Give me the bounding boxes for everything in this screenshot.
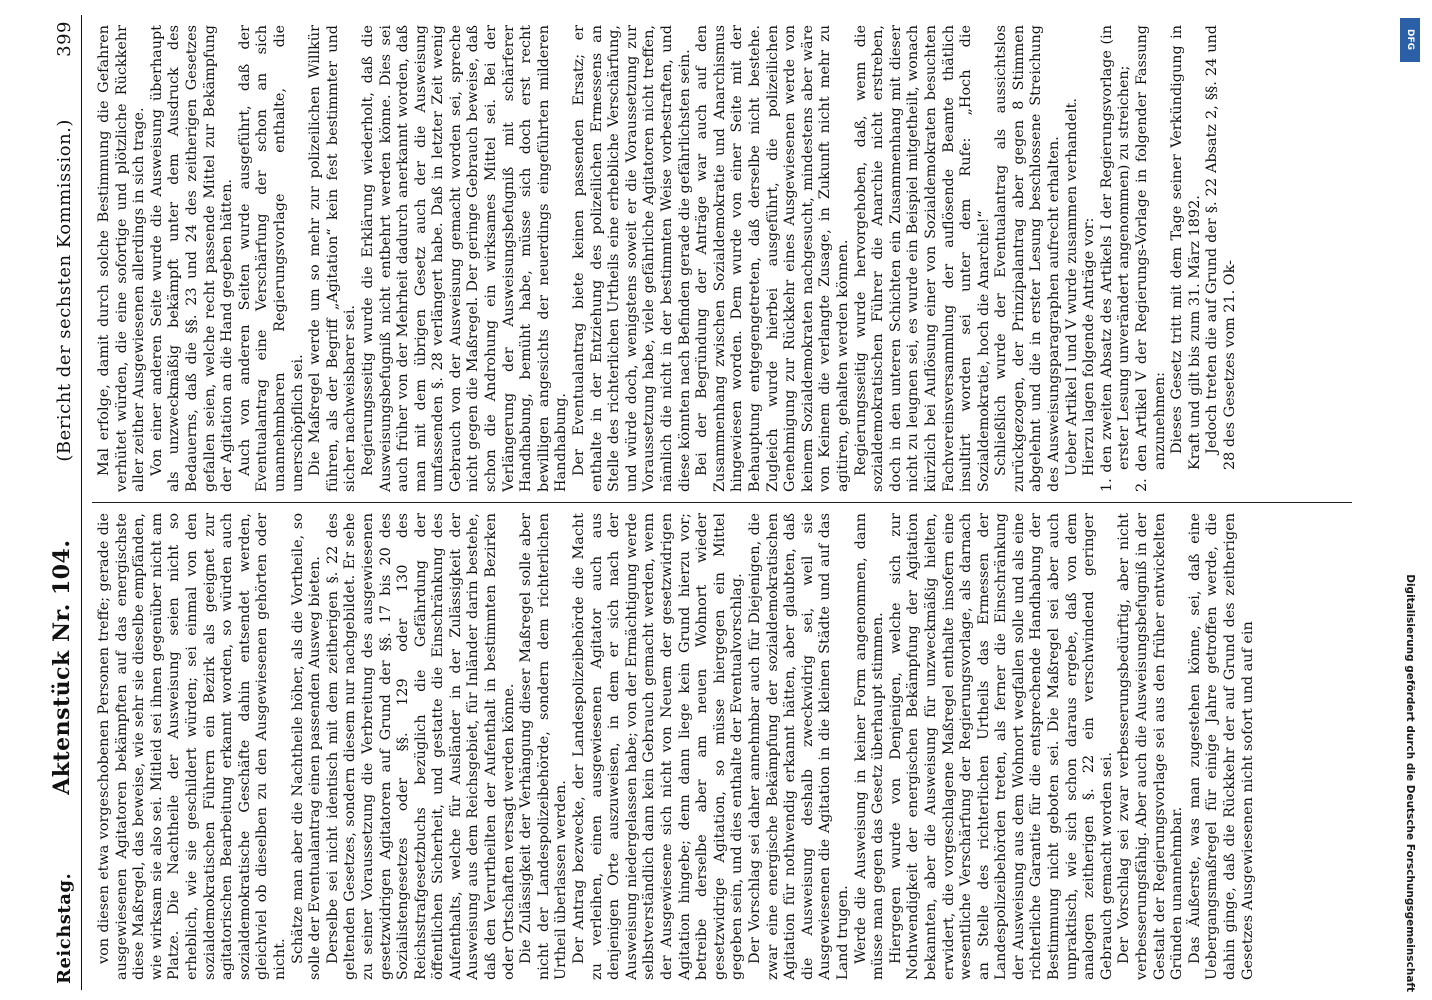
paragraph: Der Eventualantrag biete keinen passenden Ersatz; er enthalte in der Entziehung des polizeilichen Ermessens an Stelle des richterlichen Urtheils eine erhebliche Verschärfung, und würde doch, wenigstens soweit er die Voraussetzung zur Voraussetzung habe, viele gefährliche Agitatoren nicht treffen, nämlich die nicht in der bestimmten Weise vorbestraften, und diese könnten nach Befinden gerade die gefährlichsten sein.: [571, 25, 693, 492]
list-item: 2. den Artikel V der Regierungs-Vorlage in folgender Fassung anzunehmen:: [1134, 25, 1168, 492]
paragraph: Hierzu lagen folgende Anträge vor:: [1081, 217, 1098, 476]
text-columns: [92, 15, 1352, 990]
paragraph: Schließlich wurde der Eventualantrag als aussichtslos zurückgezogen, der Prinzipalantrag aber gegen 8 Stimmen abgelehnt und die in erster Lesung beschlossene Streichung des Ausweisungsparagraphen aufrecht erhalten.: [993, 25, 1063, 492]
list-item: 1. den zweiten Absatz des Artikels I der Regierungsvorlage (in erster Lesung unverändert angenommen) zu streichen;: [1098, 25, 1133, 492]
rotated-page-content: [22, 15, 1362, 990]
paragraph: Hiergegen wurde von Denjenigen, welche sich zur Nothwendigkeit der energischen Bekämpfung der Agitation bekannten, aber die Ausweisung für unzweckmäßig hielten, erwidert, die vorgeschlagene Maßregel enthalte insofern eine wesentliche Verschärfung der Regierungsvorlage, als darnach an Stelle des richterlichen Urtheils das Ermessen der Landespolizeibehörden treten, als ferner die Einschränkung der Ausweisung aus dem Wohnort wegfallen solle und als eine richterliche Garantie für die entsprechende Handhabung der Bestimmung nicht geboten sei. Die Maßregel sei aber auch unpraktisch, wie sich schon daraus ergebe, daß von dem analogen zeitherigen §. 22 ein verschwindend geringer Gebrauch gemacht worden sei.: [887, 513, 1115, 980]
dfg-stamp: [1396, 10, 1424, 1000]
paragraph: Der Vorschlag sei zwar verbesserungsbedürftig, aber nicht verbesserungsfähig. Aber auch die Ausweisungsbefugniß in der Gestalt der Regierungsvorlage sei aus den früher entwickelten Gründen unannehmbar.: [1116, 513, 1186, 980]
paragraph: Das Äußerste, was man zugestehen könne, sei, daß eine Uebergangsmaßregel für einige Jahre getroffen werde, die dahin ginge, daß die Rückkehr der auf Grund des zeitherigen Gesetzes Ausgewiesenen nicht sofort und auf ein: [1186, 513, 1256, 980]
header-right: [54, 21, 75, 462]
column-right: [92, 15, 1352, 503]
paragraph: Mal erfolge, damit durch solche Bestimmung die Gefahren verhütet würden, die eine sofortige und plötzliche Rückkehr aller zeither Ausgewiesenen allerdings in sich trage.: [96, 25, 148, 492]
paragraph: Der Antrag bezwecke, der Landespolizeibehörde die Macht zu verleihen, einen ausgewiesenen Agitator auch aus denjenigen Orte auszuweisen, in dem er sich nach der Ausweisung niedergelassen habe; von der Ermächtigung werde selbstverständlich dann kein Gebrauch gemacht werden, wenn der Ausgewiesene sich nicht von Neuem der gesetzwidrigen Agitation hingebe; denn dann liege kein Grund hierzu vor; betreibe derselbe aber am neuen Wohnort wieder gesetzwidrige Agitation, so müsse hiergegen ein Mittel gegeben sein, und dies enthalte der Eventualvorschlag.: [571, 513, 746, 980]
column-left: [92, 503, 1352, 990]
header-left: Reichstag.: [54, 872, 75, 984]
quoted-paragraph: Dieses Gesetz tritt mit dem Tage seiner Verkündigung in Kraft und gilt bis zum 31. März 1892.: [1169, 25, 1203, 470]
paragraph: Bei der Begründung der Anträge war auch auf den Zusammenhang zwischen Sozialdemokratie und Anarchismus hingewiesen worden. Dem wurde von einer Seite mit der Behauptung entgegengetreten, daß derselbe nicht bestehe. Zugleich wurde hierbei ausgeführt, die polizeilichen Genehmigung zur Rückkehr eines Ausgewiesenen werde von keinem Sozialdemokraten nachgesucht, mindestens aber wäre von Keinem die verlangte Zusage, in Zukunft nicht mehr zu agitiren, gehalten werden können.: [694, 25, 851, 492]
dfg-logo-icon: DFG: [1400, 18, 1420, 62]
scanned-page: [22, 15, 1362, 990]
page-number: 399: [54, 21, 75, 57]
paragraph: Ueber Artikel I und V wurde zusammen verhandelt.: [1063, 97, 1080, 476]
paragraph: Derselbe sei nicht identisch mit dem zeitherigen §. 22 des geltenden Gesetzes, sondern diesem nur nachgebildet. Er sehe zu seiner Voraussetzung die Verbreitung des ausgewiesenen gesetzwidrigen Agitatoren auf Grund der §§. 17 bis 20 des Sozialistengesetzes oder §§. 129 oder 130 des Reichsstrafgesetzbuchs bezüglich die Gefährdung der öffentlichen Sicherheit, und gestatte die Einschränkung des Aufenthalts, welche für Ausländer in der Zulässigkeit der Ausweisung aus dem Reichsgebiet, für Inländer darin bestehe, daß den Verurtheilten der Aufenthalt in bestimmten Bezirken oder Ortschaften versagt werden könne.: [324, 513, 517, 980]
paragraph: Der Vorschlag sei daher annehmbar auch für Diejenigen, die zwar eine energische Bekämpfung der sozialdemokratischen Agitation für nothwendig erkannt hätten, aber glaubten, daß die Ausweisung deshalb zweckwidrig sei, weil sie Ausgewiesenen die Agitation in die kleinen Städte und auf das Land trugen.: [746, 513, 851, 980]
paragraph: Auch von anderen Seiten wurde ausgeführt, daß der Eventualantrag eine Verschärfung der schon an sich unannehmbaren Regierungsvorlage enthalte, die unerschöpflich sei.: [236, 25, 306, 492]
page-header: [22, 15, 82, 990]
paragraph: Von einer anderen Seite wurde die Ausweisung überhaupt als unzweckmäßig bekämpft unter dem Ausdruck des Bedauerns, daß die §§. 23 und 24 des zeitherigen Gesetzes gefallen seien, welche recht passende Mittel zur Bekämpfung der Agitation an die Hand gegeben hätten.: [148, 25, 236, 492]
header-title: Aktenstück Nr. 104.: [49, 539, 75, 795]
paragraph: Werde die Ausweisung in keiner Form angenommen, dann müsse man gegen das Gesetz überhaupt stimmen.: [852, 513, 887, 980]
paragraph: von diesen etwa vorgeschobenen Personen treffe; gerade die ausgewiesenen Agitatoren bekämpften auf das energischste diese Maßregel, das beweise, wie sehr sie dieselbe empfänden, wie wirksam sie also sei. Mitleid sei ihnen gegenüber nicht am Platze. Die Nachtheile der Ausweisung seien nicht so erheblich, wie sie geschildert würden; sei einmal von den sozialdemokratischen Führern ein Bezirk als geeignet zur agitatorischen Bearbeitung erkannt worden, so würden auch sozialdemokratische Geschäfte dahin entsendet werden, gleichviel ob dieselben zu den Ausgewiesenen gehörten oder nicht.: [96, 513, 288, 980]
header-commission-label: (Bericht der sechsten Kommission.): [54, 119, 75, 462]
paragraph: Regierungsseitig wurde hervorgehoben, daß, wenn die sozialdemokratischen Führer die Anarchie nicht erstreben, doch in den unteren Schichten ein Zusammenhang mit dieser nicht zu leugnen sei, es wurde ein Beispiel mitgetheilt, wonach kürzlich bei Auflösung einer von Sozialdemokraten besuchten Fachvereinsversammlung der auflösende Beamte thätlich insultirt worden sei unter dem Rufe: „Hoch die Sozialdemokratie, hoch die Anarchie!“: [852, 25, 992, 492]
quoted-paragraph: Jedoch treten die auf Grund der §. 22 Absatz 2, §§. 24 und 28 des Gesetzes vom 21. Ok-: [1204, 25, 1238, 470]
paragraph: Die Zulässigkeit der Verhängung dieser Maßregel solle aber nicht der Landespolizeibehörde, sondern dem richterlichen Urtheil überlassen werden.: [518, 513, 570, 980]
paragraph: Regierungsseitig wurde die Erklärung wiederholt, daß die Ausweisungsbefugniß nicht entbehrt werden könne. Dies sei auch früher von der Mehrheit dadurch anerkannt worden, daß man mit dem übrigen Gesetz auch der die Ausweisung umfassenden §. 28 verlängert habe. Daß in letzter Zeit wenig Gebrauch von der Ausweisung gemacht worden sei, spreche nicht gegen die Maßregel. Der geringe Gebrauch beweise, daß schon die Androhung ein wirksames Mittel sei. Bei der Verlängerung der Ausweisungsbefugniß mit schärferer Handhabung, bemüht habe, müsse sich doch erst recht bewilligen angesichts der neuerdings eingeführten milderen Handhabung.: [359, 25, 570, 492]
dfg-stamp-text: Digitalisierung gefördert durch die Deutsche Forschungsgemeinschaft: [1404, 574, 1416, 992]
paragraph: Schätze man aber die Nachtheile höher, als die Vortheile, so solle der Eventualantrag einen passenden Ausweg bieten.: [289, 513, 324, 980]
paragraph: Die Maßregel werde um so mehr zur polizeilichen Willkür führen, als der Begriff „Agitation“ kein fest bestimmter und sicher nachweisbarer sei.: [307, 25, 359, 492]
